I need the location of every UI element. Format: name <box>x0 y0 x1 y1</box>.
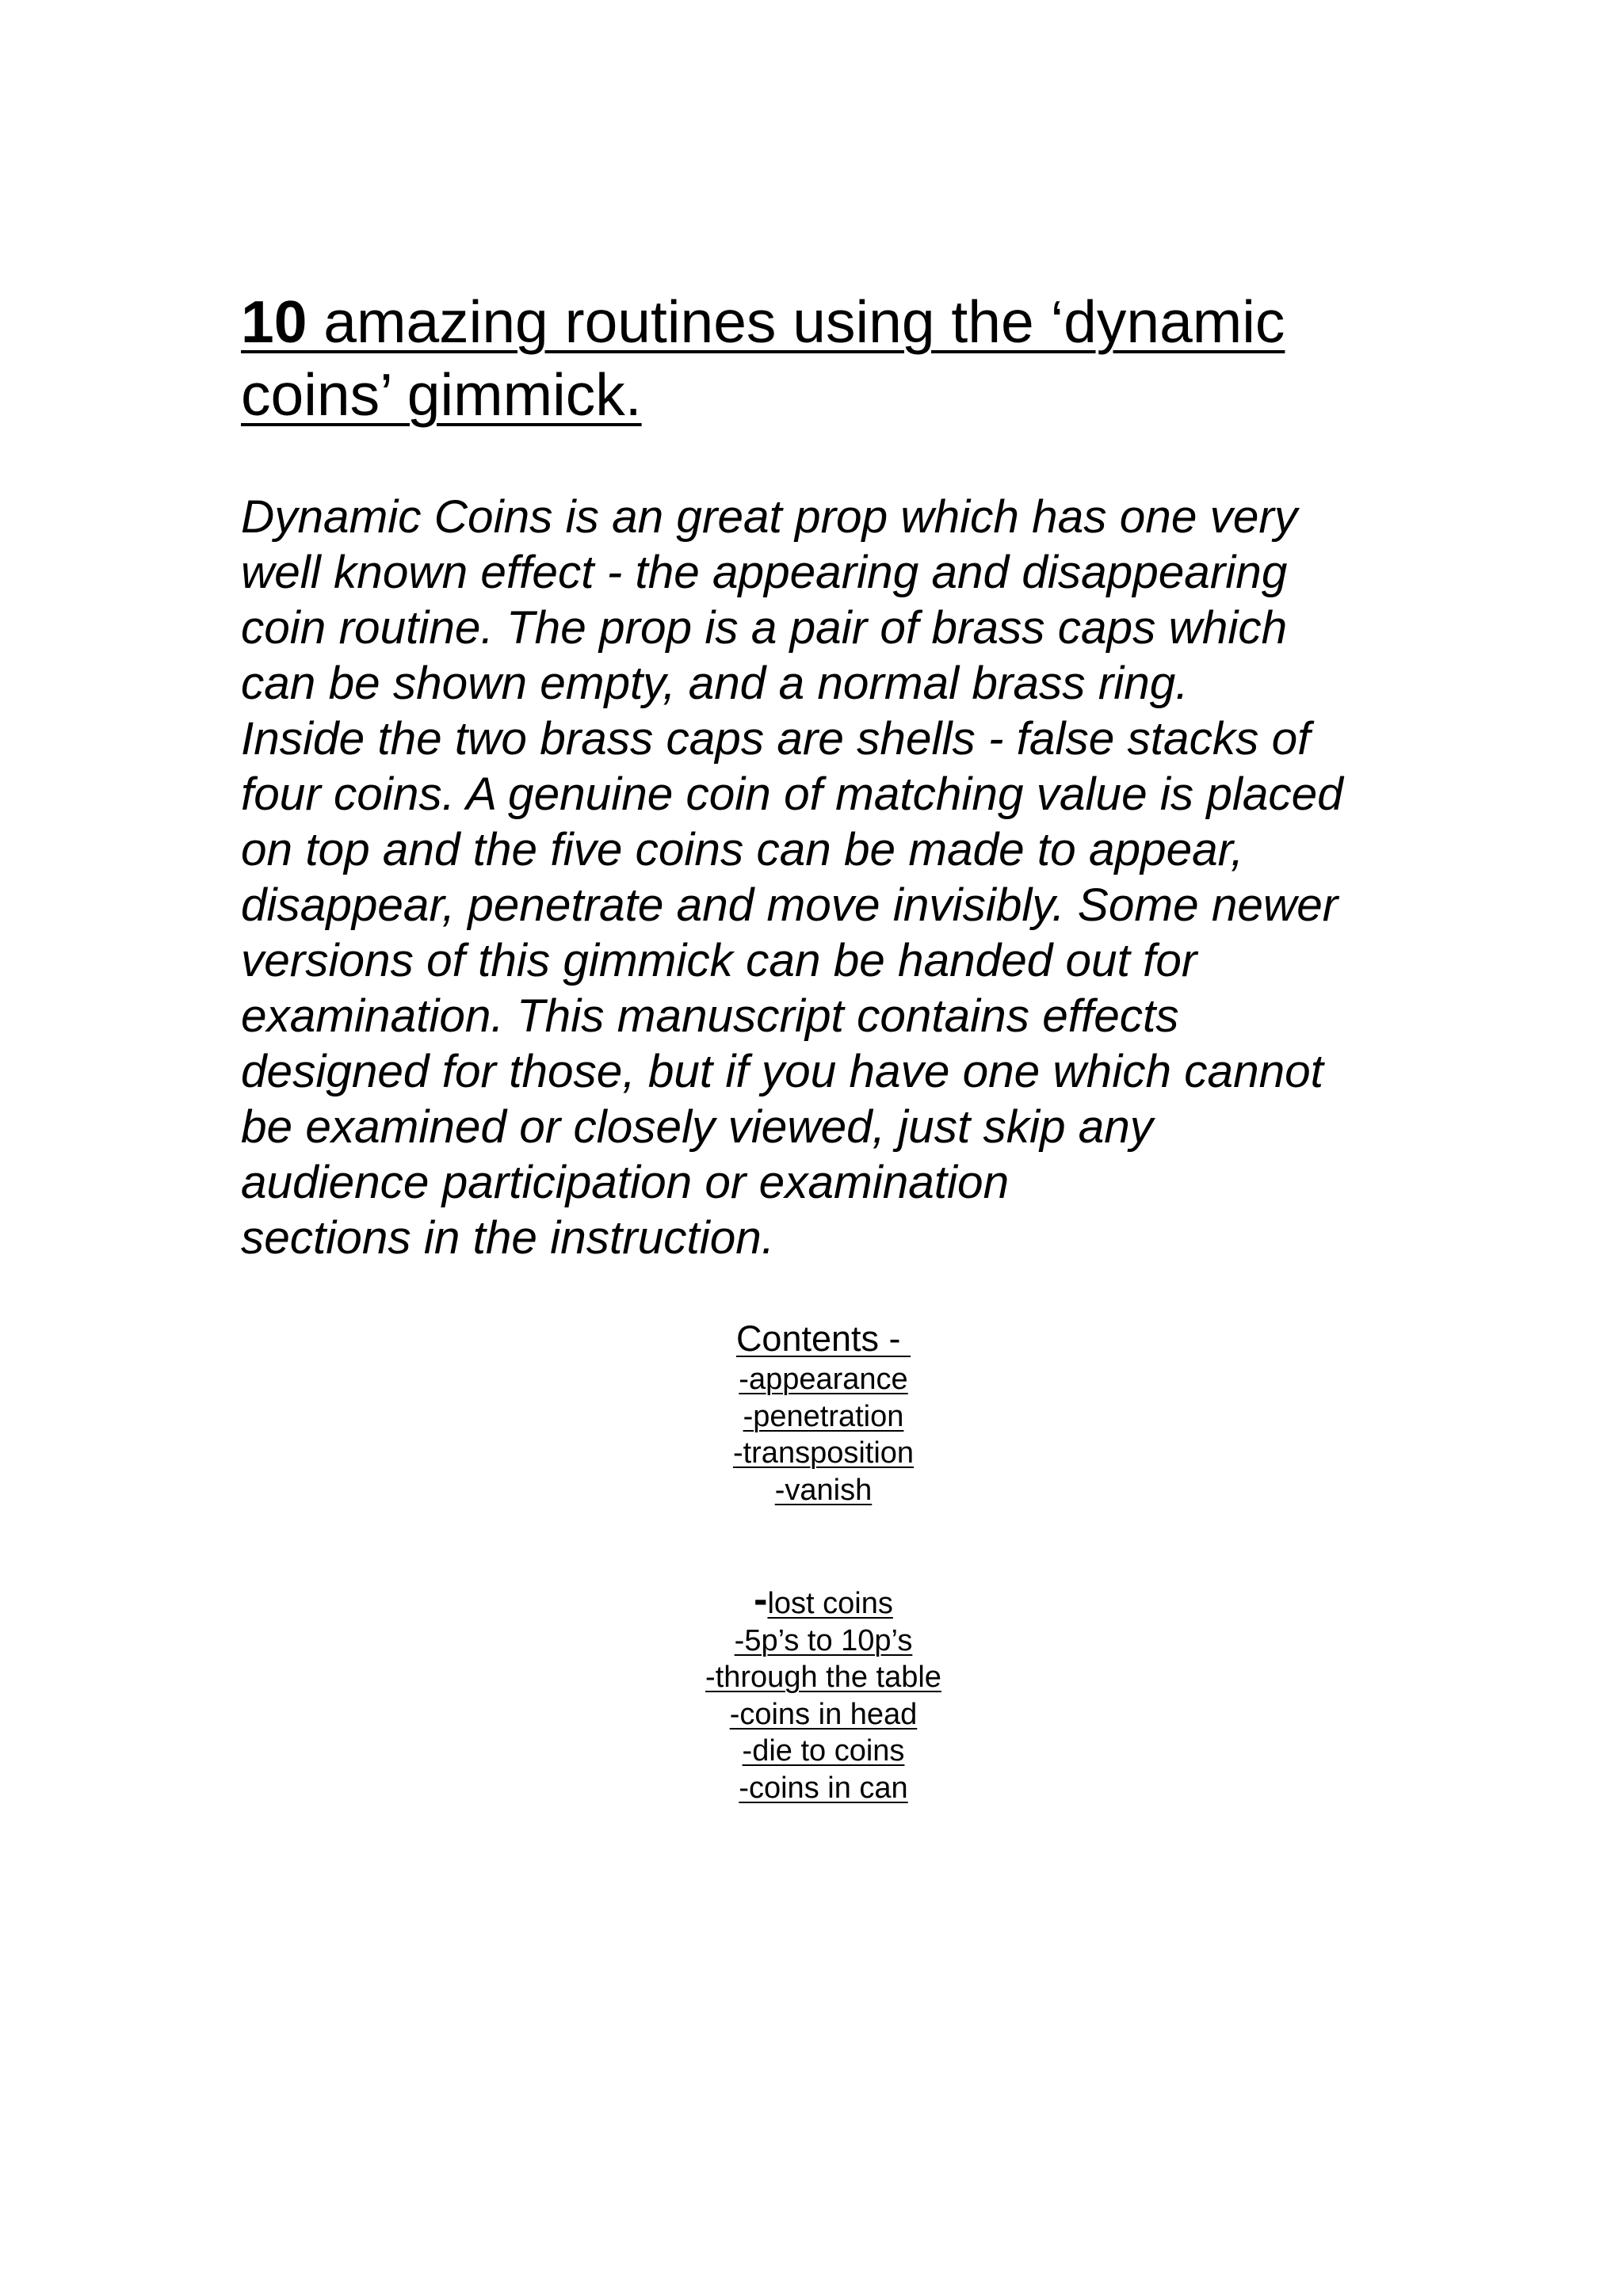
contents-link-5p-to-10p[interactable]: -5p’s to 10p’s <box>734 1623 913 1657</box>
contents-link-through-the-table[interactable]: -through the table <box>705 1661 941 1694</box>
intro-line: disappear, penetrate and move invisibly. Some newer <box>241 879 1338 931</box>
intro-line: audience participation or examination <box>241 1157 1010 1208</box>
intro-line: four coins. A genuine coin of matching value is placed <box>241 769 1343 820</box>
contents-item <box>24 1361 1623 1398</box>
title-line-2: coins’ gimmick. <box>241 361 642 428</box>
contents-item <box>24 1577 1623 1623</box>
intro-line: coin routine. The prop is a pair of brass caps which <box>241 602 1288 654</box>
contents-link-die-to-coins[interactable]: -die to coins <box>742 1734 905 1768</box>
intro-line: well known effect - the appearing and disappearing <box>241 547 1288 598</box>
intro-line: Dynamic Coins is an great prop which has one very <box>241 491 1298 543</box>
intro-line: can be shown empty, and a normal brass ring. <box>241 658 1189 709</box>
contents-item <box>24 1435 1623 1472</box>
title-line-1-text: amazing routines using the ‘dynamic <box>307 288 1285 355</box>
contents-link-transposition[interactable]: -transposition <box>732 1436 915 1470</box>
contents-item <box>24 1398 1623 1436</box>
intro-line: on top and the five coins can be made to appear, <box>241 824 1244 875</box>
intro-line: Inside the two brass caps are shells - false stacks of <box>241 713 1311 765</box>
contents-heading: Contents - <box>735 1318 911 1359</box>
contents-item <box>24 1659 1623 1696</box>
intro-paragraph <box>241 490 1430 1266</box>
contents-link-appearance[interactable]: -appearance <box>739 1363 908 1396</box>
intro-line: designed for those, but if you have one which cannot <box>241 1046 1323 1097</box>
contents-item <box>24 1696 1623 1733</box>
intro-line: be examined or closely viewed, just skip any <box>241 1101 1154 1153</box>
contents-list-group-2 <box>0 1577 1623 1806</box>
contents-item <box>24 1623 1623 1660</box>
contents-dash: - <box>754 1577 768 1623</box>
contents-link-lost-coins[interactable]: lost coins <box>767 1587 893 1620</box>
contents-list-group-1 <box>0 1361 1623 1508</box>
intro-line: examination. This manuscript contains effects <box>241 990 1179 1042</box>
document-title <box>241 285 1398 431</box>
intro-line: sections in the instruction. <box>241 1212 775 1264</box>
table-of-contents <box>0 1317 1623 1806</box>
contents-link-coins-in-head[interactable]: -coins in head <box>729 1697 918 1731</box>
intro-line: versions of this gimmick can be handed out for <box>241 935 1197 986</box>
contents-link-coins-in-can[interactable]: -coins in can <box>739 1771 908 1805</box>
title-line-1 <box>241 285 1398 358</box>
contents-link-penetration[interactable]: -penetration <box>743 1399 904 1433</box>
contents-item <box>24 1733 1623 1770</box>
title-number: 10 <box>241 288 307 355</box>
contents-link-vanish[interactable]: -vanish <box>774 1473 873 1507</box>
contents-item <box>24 1770 1623 1807</box>
contents-item <box>24 1472 1623 1509</box>
